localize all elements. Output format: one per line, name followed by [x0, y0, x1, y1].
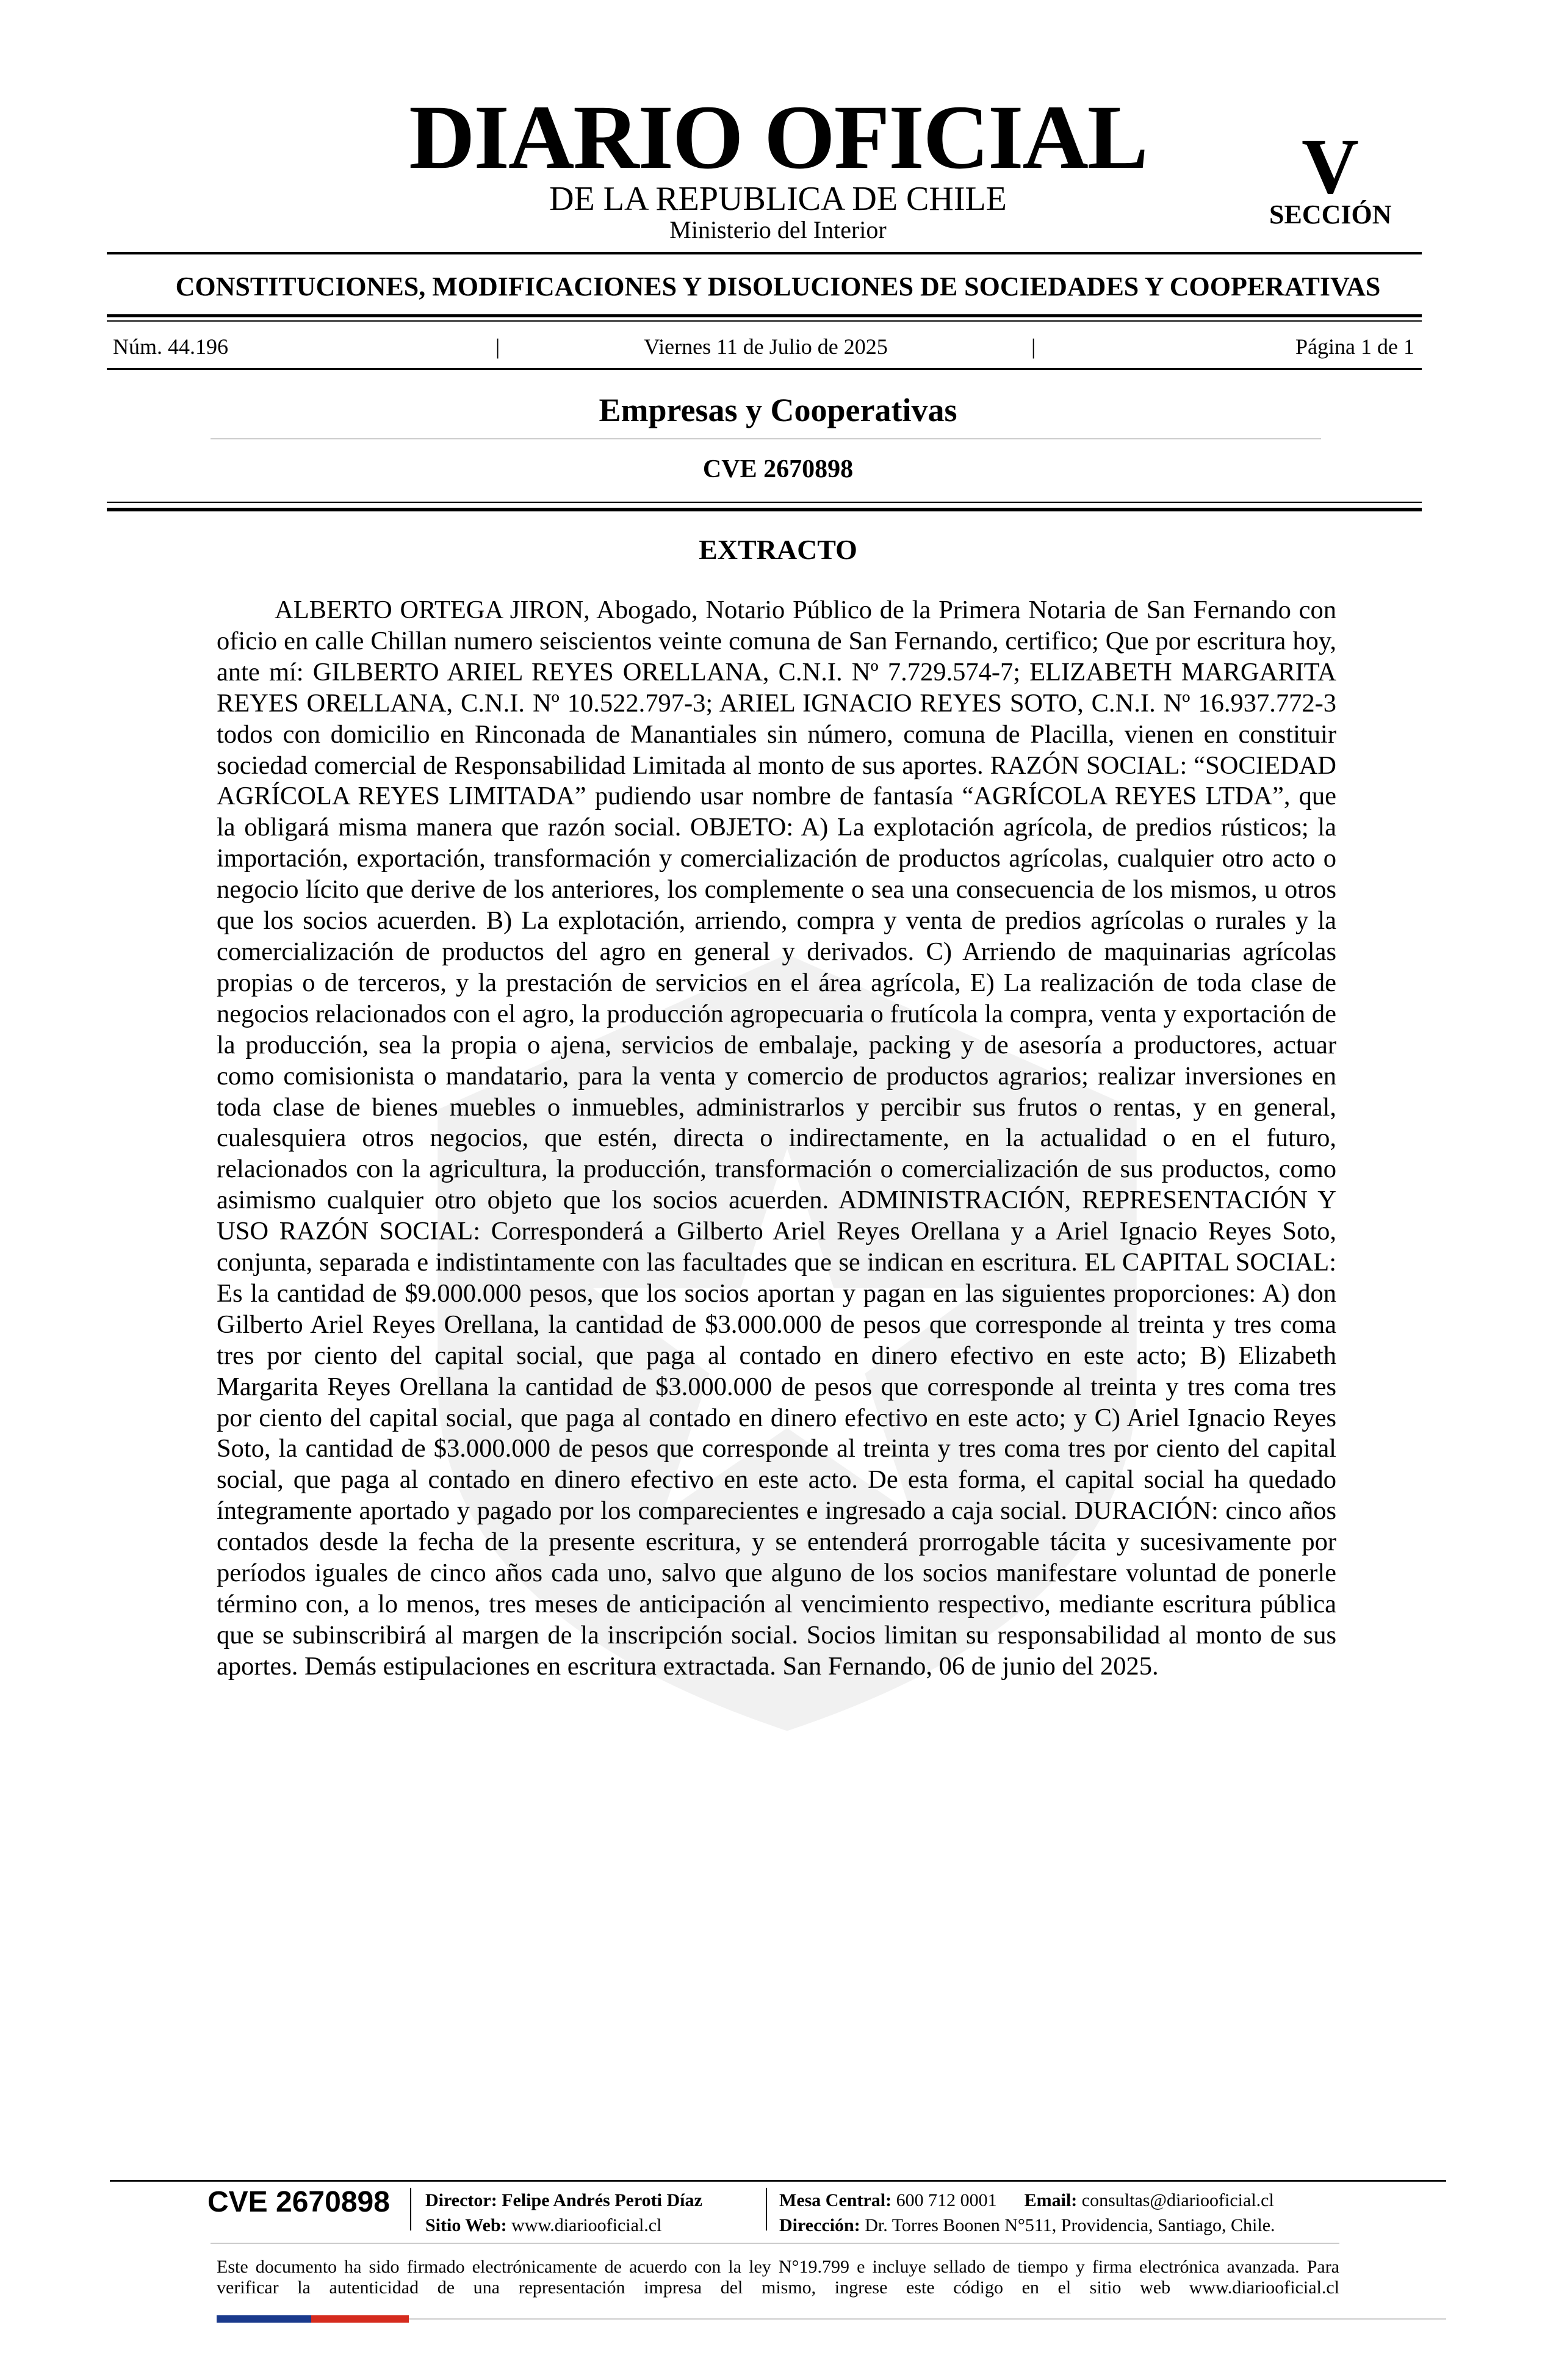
- masthead-title: DIARIO OFICIAL: [409, 87, 1147, 188]
- footer-website: [425, 2216, 661, 2235]
- section-rule-thick: [107, 314, 1422, 317]
- cve-rule-thick: [107, 508, 1422, 511]
- masthead-subtitle: DE LA REPUBLICA DE CHILE: [549, 180, 1007, 218]
- footer-email-label: Email:: [1024, 2190, 1078, 2210]
- publication-title: Empresas y Cooperativas: [599, 392, 957, 428]
- cve-rule-thin: [107, 502, 1422, 503]
- extract-body: ALBERTO ORTEGA JIRON, Abogado, Notario Público de la Primera Notaria de San Fernando con oficio en calle Chillan numero seiscientos veinte comuna de San Fernando, certifico; Que por escritura hoy, ante mí: GILBERTO ARIEL REYES ORELLANA, C.N.I. Nº 7.729.574-7; ELIZABETH MARGARITA REYES ORELLANA, C.N.I. Nº 10.522.797-3; ARIEL IGNACIO REYES SOTO, C.N.I. Nº 16.937.772-3 todos con domicilio en Rinconada de Manantiales sin número, comuna de Placilla, vienen en constituir sociedad comercial de Responsabilidad Limitada al monto de sus aportes. RAZÓN SOCIAL: “SOCIEDAD AGRÍCOLA REYES LIMITADA” pudiendo usar nombre de fantasía “AGRÍCOLA REYES LTDA”, que la obligará misma manera que razón social. OBJETO: A) La explotación agrícola, de predios rústicos; la importación, exportación, transformación y comercialización de productos agrícolas, cualquier otro acto o negocio lícito que derive de los anteriores, los complemente o sea una consecuencia de los mismos, u otros que los socios acuerden. B) La explotación, arriendo, compra y venta de predios agrícolas o rurales y la comercialización de productos del agro en general y derivados. C) Arriendo de maquinarias agrícolas propias o de terceros, y la prestación de servicios en el área agrícola, E) La realización de toda clase de negocios relacionados con el agro, la producción agropecuaria o frutícola la compra, venta y exportación de la producción, sea la propia o ajena, servicios de embalaje, packing y de asesoría a productores, actuar como comisionista o mandatario, para la venta y comercio de productos agrarios; realizar inversiones en toda clase de bienes muebles o inmuebles, administrarlos y percibir sus frutos o rentas, y en general, cualesquiera otros negocios, que estén, directa o indirectamente, en la actualidad o en el futuro, relacionados con la agricultura, la producción, transformación o comercialización de sus productos, como asimismo cualquier otro objeto que los socios acuerden. ADMINISTRACIÓN, REPRESENTACIÓN Y USO RAZÓN SOCIAL: Corresponderá a Gilberto Ariel Reyes Orellana y a Ariel Ignacio Reyes Soto, conjunta, separada e indistintamente con las facultades que se indican en escritura. EL CAPITAL SOCIAL: Es la cantidad de $9.000.000 pesos, que los socios aportan y pagan en las siguientes proporciones: A) don Gilberto Ariel Reyes Orellana, la cantidad de $3.000.000 de pesos que corresponde al treinta y tres coma tres por ciento del capital social, que paga al contado en dinero efectivo en este acto; B) Elizabeth Margarita Reyes Orellana la cantidad de $3.000.000 de pesos que corresponde al treinta y tres coma tres por ciento del capital social, que paga al contado en dinero efectivo en este acto; y C) Ariel Ignacio Reyes Soto, la cantidad de $3.000.000 de pesos que corresponde al treinta y tres coma tres por ciento del capital social, que paga al contado en dinero efectivo en este acto. De esta forma, el capital social ha quedado íntegramente aportado y pagado por los comparecientes e ingresado a caja social. DURACIÓN: cinco años contados desde la fecha de la presente escritura, y se entenderá prorrogable tácita y sucesivamente por períodos iguales de cinco años cada uno, salvo que alguno de los socios manifestare voluntad de ponerle término con, a lo menos, tres meses de anticipación al vencimiento respectivo, mediante escritura pública que se subinscribirá al margen de la inscripción social. Socios limitan su responsabilidad al monto de sus aportes. Demás estipulaciones en escritura extractada. San Fernando, 06 de junio del 2025.: [217, 596, 1336, 1681]
- flag-blue-segment: [217, 2315, 311, 2323]
- publication-rule: [211, 438, 1321, 439]
- footer-phone-label: Mesa Central:: [779, 2190, 892, 2210]
- chile-flag-stripe: [217, 2315, 409, 2323]
- footer-signature-note: Este documento ha sido firmado electrónicamente de acuerdo con la ley N°19.799 e incluye sellado de tiempo y firma electrónica avanzada. Para verificar la autenticidad de una representación impresa del mismo, ingrese este código en el sitio web www.diariooficial.cl: [217, 2257, 1339, 2298]
- page-indicator: Página 1 de 1: [1295, 334, 1414, 359]
- footer-note-rule: [211, 2243, 1339, 2244]
- flag-red-segment: [311, 2315, 409, 2323]
- section-letter: V: [1302, 123, 1359, 211]
- section-label: SECCIÓN: [1269, 200, 1392, 229]
- footer-website-link[interactable]: www.diariooficial.cl: [511, 2215, 662, 2235]
- footer-address-value: Dr. Torres Boonen N°511, Providencia, Santiago, Chile.: [865, 2215, 1275, 2235]
- masthead-rule: [107, 252, 1422, 254]
- footer-rule: [110, 2180, 1446, 2182]
- info-rule: [107, 368, 1422, 370]
- footer-director-label: Director:: [425, 2190, 497, 2210]
- extract-title: EXTRACTO: [699, 534, 857, 565]
- footer-divider-right: [766, 2188, 767, 2230]
- bottom-rule: [409, 2318, 1446, 2320]
- masthead-ministry: Ministerio del Interior: [669, 216, 887, 243]
- footer-address: [779, 2216, 1275, 2235]
- footer-email-link[interactable]: consultas@diariooficial.cl: [1081, 2190, 1274, 2210]
- info-separator-right: |: [1031, 334, 1036, 359]
- issue-date: Viernes 11 de Julio de 2025: [644, 334, 888, 359]
- footer-director-name: Felipe Andrés Peroti Díaz: [502, 2190, 702, 2210]
- footer-address-label: Dirección:: [779, 2215, 860, 2235]
- footer-contact: [779, 2191, 1274, 2210]
- cve-code: CVE 2670898: [702, 455, 854, 483]
- footer-cve-code: CVE 2670898: [207, 2186, 390, 2218]
- footer-phone: 600 712 0001: [896, 2190, 997, 2210]
- info-separator-left: |: [495, 334, 500, 359]
- footer-website-label: Sitio Web:: [425, 2215, 507, 2235]
- section-heading: CONSTITUCIONES, MODIFICACIONES Y DISOLUCIONES DE SOCIEDADES Y COOPERATIVAS: [175, 272, 1381, 301]
- footer-director: [425, 2191, 702, 2210]
- footer-divider-left: [410, 2188, 411, 2230]
- section-rule-thin: [107, 320, 1422, 322]
- issue-number: Núm. 44.196: [113, 334, 228, 359]
